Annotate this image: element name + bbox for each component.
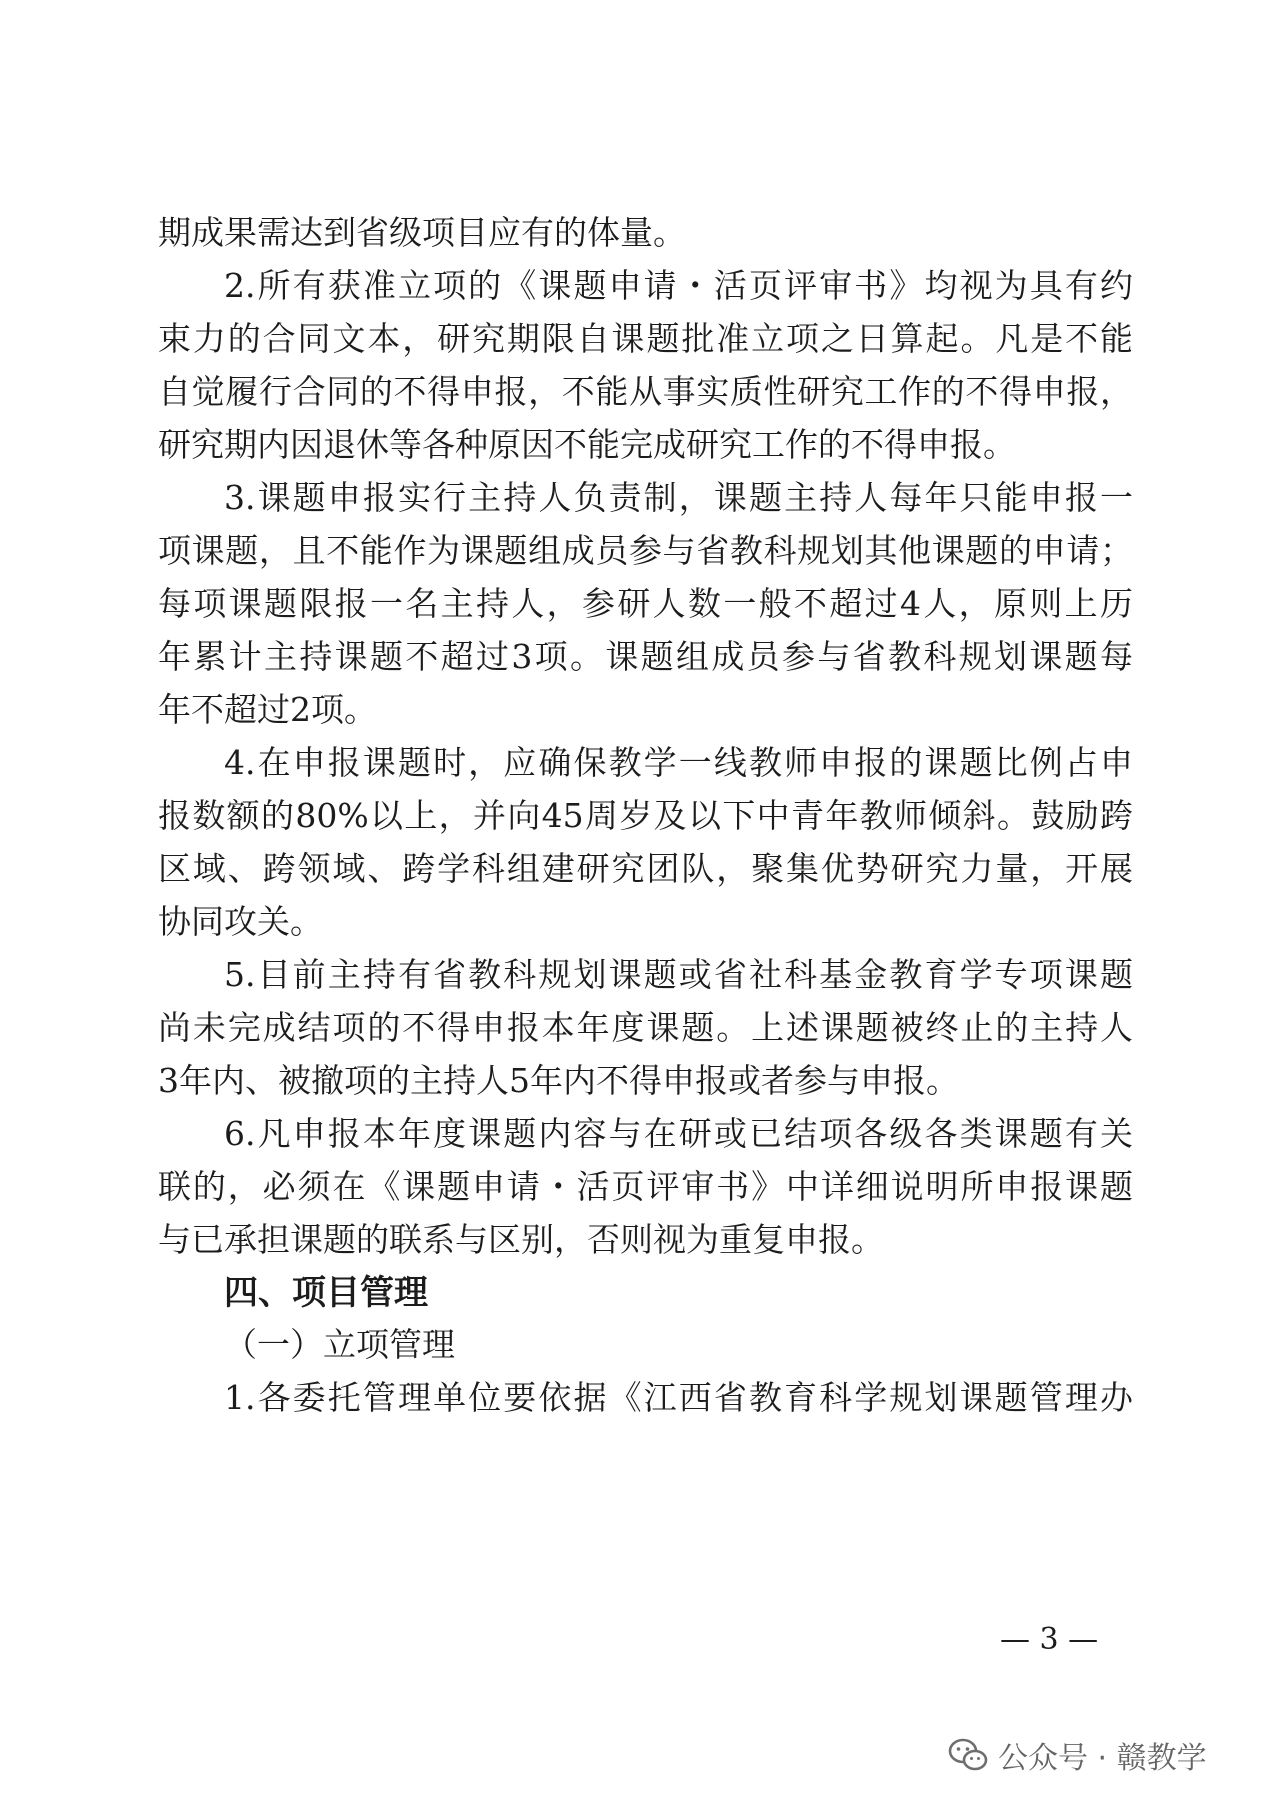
watermark-text: 公众号 · 赣教学 [998, 1741, 1207, 1776]
text-line: 报数额的80%以上，并向45周岁及以下中青年教师倾斜。鼓励跨 [158, 796, 1133, 835]
text-line: 1.各委托管理单位要依据《江西省教育科学规划课题管理办 [224, 1378, 1133, 1417]
text-line: 束力的合同文本，研究期限自课题批准立项之日算起。凡是不能 [158, 319, 1133, 358]
text-line: 年不超过2项。 [158, 690, 377, 729]
text-line: 5.目前主持有省教科规划课题或省社科基金教育学专项课题 [224, 955, 1133, 994]
text-line: 3.课题申报实行主持人负责制，课题主持人每年只能申报一 [224, 478, 1133, 517]
text-line: 3年内、被撤项的主持人5年内不得申报或者参与申报。 [158, 1061, 959, 1100]
section-heading: 四、项目管理 [224, 1273, 428, 1313]
text-line: 研究期内因退休等各种原因不能完成研究工作的不得申报。 [158, 425, 1016, 464]
text-line: 与已承担课题的联系与区别，否则视为重复申报。 [158, 1220, 884, 1259]
text-line: 协同攻关。 [158, 902, 323, 941]
text-line: 尚未完成结项的不得申报本年度课题。上述课题被终止的主持人 [158, 1008, 1133, 1047]
wechat-icon [948, 1737, 988, 1773]
text-line: 自觉履行合同的不得申报，不能从事实质性研究工作的不得申报， [158, 372, 1133, 411]
text-line: 年累计主持课题不超过3项。课题组成员参与省教科规划课题每 [158, 637, 1133, 676]
text-line: 2.所有获准立项的《课题申请・活页评审书》均视为具有约 [224, 266, 1133, 305]
subsection-heading: （一）立项管理 [224, 1325, 455, 1364]
text-line: 期成果需达到省级项目应有的体量。 [158, 213, 686, 252]
text-line: 项课题，且不能作为课题组成员参与省教科规划其他课题的申请； [158, 531, 1133, 570]
text-line: 联的，必须在《课题申请・活页评审书》中详细说明所申报课题 [158, 1167, 1133, 1206]
text-line: 4.在申报课题时，应确保教学一线教师申报的课题比例占申 [224, 743, 1133, 782]
page-number: — 3 — [1000, 1622, 1099, 1657]
watermark [948, 1733, 1207, 1777]
text-line: 6.凡申报本年度课题内容与在研或已结项各级各类课题有关 [224, 1114, 1133, 1153]
text-line: 每项课题限报一名主持人，参研人数一般不超过4人，原则上历 [158, 584, 1133, 623]
text-line: 区域、跨领域、跨学科组建研究团队，聚集优势研究力量，开展 [158, 849, 1133, 888]
